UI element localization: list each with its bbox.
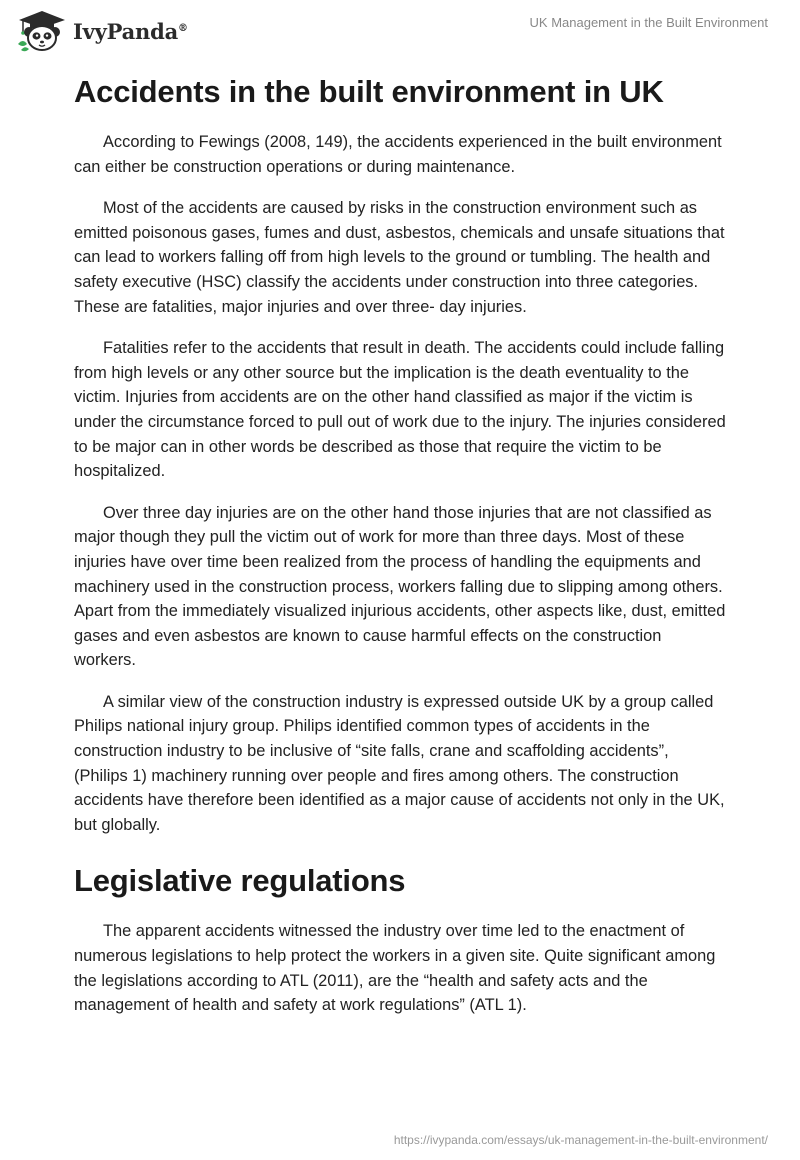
paragraph: According to Fewings (2008, 149), the accidents experienced in the built environment can either be construction operations or during maintenance. <box>74 133 722 176</box>
source-url-link[interactable]: https://ivypanda.com/essays/uk-management-in-the-built-environment/ <box>393 1133 768 1147</box>
paragraph: Fatalities refer to the accidents that result in death. The accidents could include falling from high levels or any other source but the implication is the death eventuality to the victim. Injuries from accidents are on the other hand classified as major if the victim is under the circumstance forced to pull out of work due to the injury. The injuries considered to be major can in other words be described as those that require the victim to be hospitalized. <box>74 339 726 481</box>
section-heading: Accidents in the built environment in UK <box>74 74 664 109</box>
page-header <box>0 0 800 60</box>
brand-name: IvyPanda® <box>73 18 188 44</box>
essay-content <box>74 70 726 1035</box>
paragraph: The apparent accidents witnessed the industry over time led to the enactment of numerous legislations to help protect the workers in a given site. Quite significant among the legislations according to ATL (2011), are the “health and safety acts and the management of health and safety at work regulations” (ATL 1). <box>74 922 716 1015</box>
paragraph: A similar view of the construction industry is expressed outside UK by a group called Philips national injury group. Philips identified common types of accidents in the construction industry to be inclusive of “site falls, crane and scaffolding accidents”, (Philips 1) machinery running over people and fires among others. The construction accidents have therefore been identified as a major cause of accidents not only in the UK, but globally. <box>74 692 725 834</box>
section-heading: Legislative regulations <box>74 863 406 899</box>
paragraph: Over three day injuries are on the other hand those injuries that are not classified as major though they pull the victim out of work for more than three days. Most of these injuries have over time been realized from the process of handling the equipments and machinery used in the construction process, workers falling due to slipping among others. Apart from the immediately visualized injurious accidents, other aspects like, dust, emitted gases and even asbestos are known to cause harmful effects on the construction workers. <box>74 503 726 670</box>
document-title: UK Management in the Built Environment <box>529 15 768 30</box>
ivypanda-logo[interactable] <box>15 8 188 52</box>
paragraph: Most of the accidents are caused by risks in the construction environment such as emitted poisonous gases, fumes and dust, asbestos, chemicals and unsafe situations that can lead to workers falling off from high levels to the ground or tumbling. The health and safety executive (HSC) classify the accidents under construction into three categories. These are fatalities, major injuries and over three- day injuries. <box>74 199 725 316</box>
panda-graduation-cap-icon <box>15 8 69 52</box>
